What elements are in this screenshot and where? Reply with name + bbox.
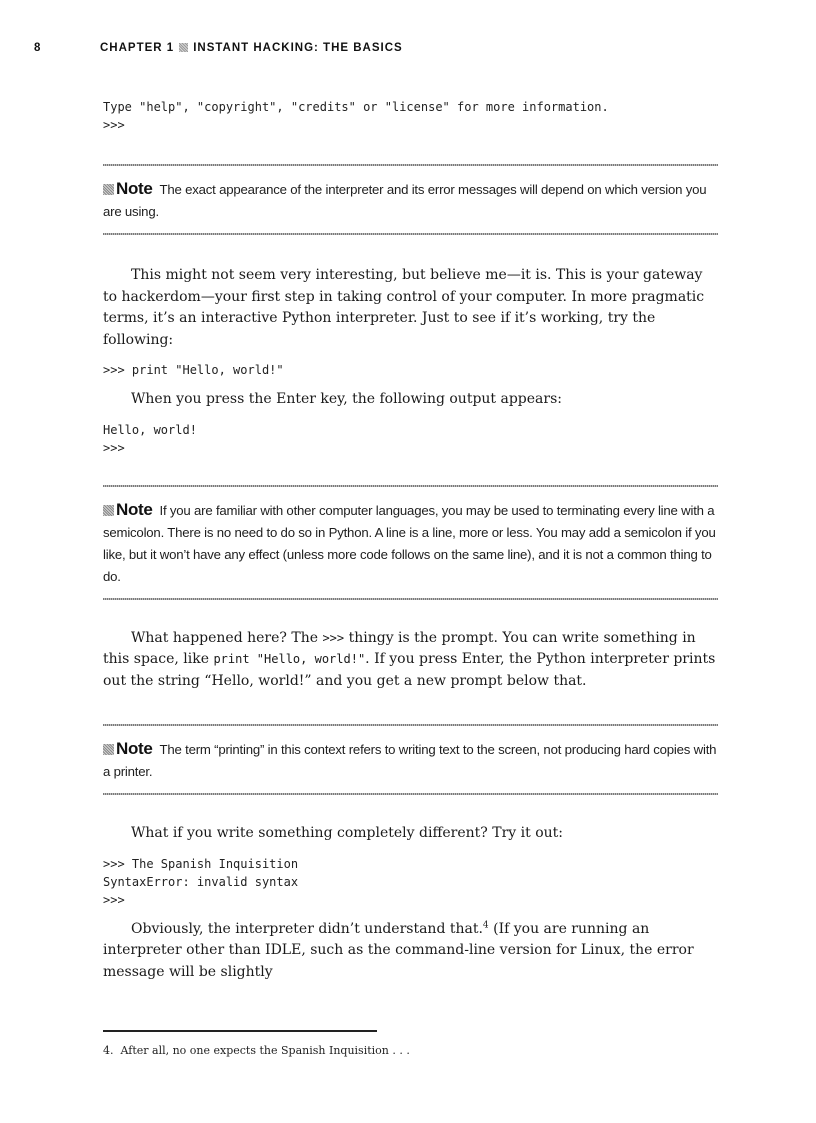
footnote-text: After all, no one expects the Spanish Inquisition . . . xyxy=(120,1044,410,1057)
paragraph-what-happened xyxy=(103,628,718,693)
chapter-label: CHAPTER 1 xyxy=(100,42,175,54)
note-body xyxy=(103,166,718,233)
note-body xyxy=(103,487,718,598)
note-square-icon xyxy=(103,184,114,195)
paragraph-enter-key: When you press the Enter key, the following output appears: xyxy=(131,391,562,407)
code-block-interpreter-banner: Type "help", "copyright", "credits" or "license" for more information. >>> xyxy=(103,100,609,132)
note-square-icon xyxy=(103,505,114,516)
square-bullet-icon xyxy=(179,43,188,52)
paragraph-try-it-out: What if you write something completely different? Try it out: xyxy=(131,825,563,841)
note-bottom-rule xyxy=(103,598,718,600)
para-text: What happened here? The xyxy=(131,629,323,646)
footnote-number: 4. xyxy=(103,1044,114,1057)
note-box-semicolon xyxy=(103,471,718,614)
note-text: The term “printing” in this context refers to writing text to the screen, not producing hard copies with a printer. xyxy=(103,742,717,779)
note-square-icon xyxy=(103,744,114,755)
code-block-hello-output: Hello, world! >>> xyxy=(103,422,197,455)
page-body xyxy=(103,98,718,983)
note-body xyxy=(103,726,718,793)
para-text: Obviously, the interpreter didn’t understand that. xyxy=(131,920,483,937)
paragraph-obviously xyxy=(103,919,718,984)
para-text: (If you are running an interpreter other than IDLE, such as the command-line version for Linux, the error message will be slightly xyxy=(103,920,694,980)
note-box-version xyxy=(103,150,718,249)
note-box-printing xyxy=(103,710,718,809)
para-text: . If you press Enter, the Python interpreter prints out the string “Hello, world!” and you get a new prompt below that. xyxy=(103,651,716,689)
paragraph-gateway: This might not seem very interesting, but believe me—it is. This is your gateway to hackerdom—your first step in taking control of your computer. In more pragmatic terms, it’s an interactive Python interpreter. Just to see if it’s working, try the following: xyxy=(103,267,705,348)
para-text: thingy is the prompt. You can write something in this space, like xyxy=(103,629,696,667)
footnote-rule xyxy=(103,1030,377,1032)
running-header xyxy=(34,42,403,58)
note-label: Note xyxy=(116,499,153,519)
code-block-print-hello: >>> print "Hello, world!" xyxy=(103,363,284,377)
page-number: 8 xyxy=(34,42,42,54)
note-label: Note xyxy=(116,179,153,198)
note-bottom-rule xyxy=(103,793,718,795)
note-text: The exact appearance of the interpreter and its error messages will depend on which version you are using. xyxy=(103,182,707,219)
note-text: If you are familiar with other computer languages, you may be used to terminating every line with a semicolon. There is no need to do so in Python. A line is a line, more or less. You may add a semicolon if you like, but it won’t have any effect (unless more code follows on the same line), and it is not a common thing to do. xyxy=(103,502,716,584)
note-label: Note xyxy=(116,739,153,758)
inline-code-print: print "Hello, world!" xyxy=(213,652,366,666)
code-block-syntax-error: >>> The Spanish Inquisition SyntaxError: invalid syntax >>> xyxy=(103,856,299,907)
footnote xyxy=(103,1043,718,1059)
note-bottom-rule xyxy=(103,233,718,235)
footnote-reference: 4 xyxy=(482,919,489,930)
chapter-title: INSTANT HACKING: THE BASICS xyxy=(193,42,403,54)
inline-code-prompt: >>> xyxy=(322,630,345,645)
